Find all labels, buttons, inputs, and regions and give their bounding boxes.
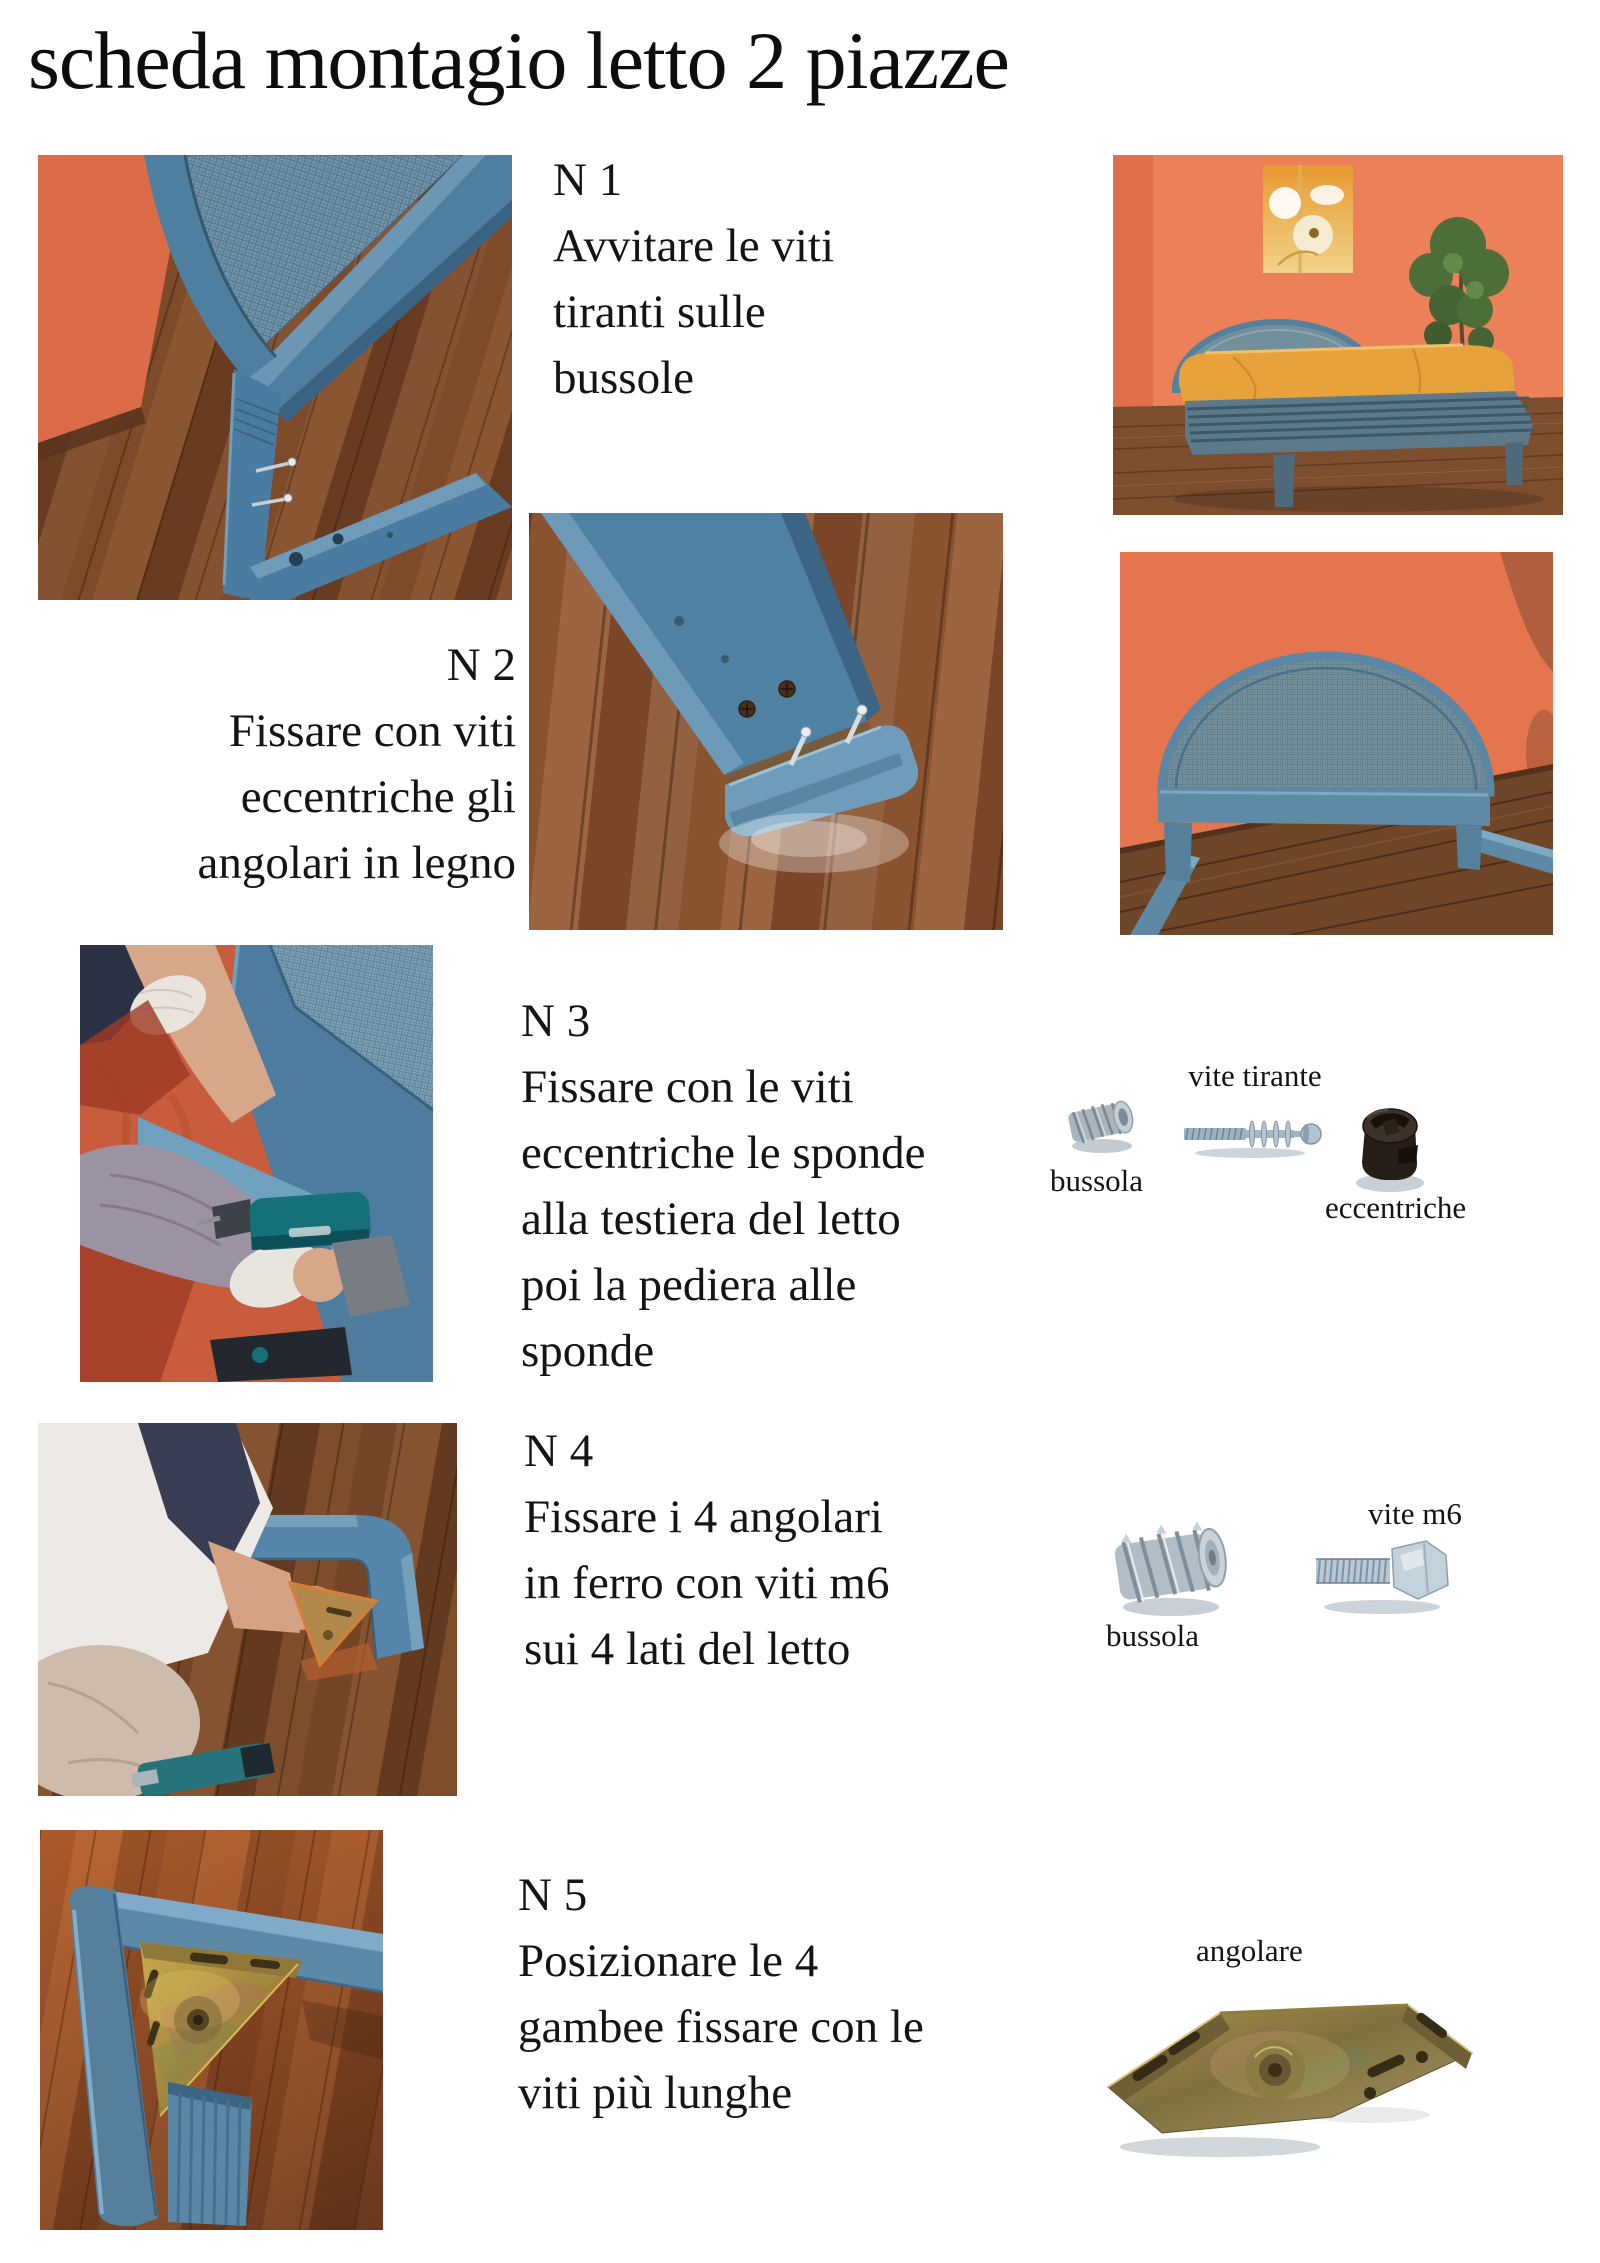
step-4-text — [524, 1418, 889, 1682]
label-bussola-1: bussola — [1050, 1163, 1143, 1198]
headboard-frame — [144, 155, 512, 423]
photo-drilling-art — [80, 945, 433, 1382]
label-bussola-2: bussola — [1106, 1618, 1199, 1653]
hw-bussola-small-image — [1060, 1088, 1150, 1158]
floor-glare — [719, 813, 909, 873]
step-5-text — [518, 1862, 924, 2126]
step-3-line: sponde — [521, 1325, 655, 1377]
photo-step2-rail-block — [529, 513, 1003, 930]
person — [38, 1423, 338, 1796]
photo-leg-art — [40, 1830, 383, 2230]
step-4-line: sui 4 lati del letto — [524, 1623, 851, 1675]
label-vite-tirante: vite tirante — [1188, 1058, 1322, 1093]
step-1-line: tiranti sulle — [553, 286, 766, 338]
photo-step3-drilling — [80, 945, 433, 1382]
hw-vite-tirante-image — [1180, 1108, 1325, 1160]
brass-bracket — [140, 1942, 302, 2116]
step-1-number: N 1 — [553, 154, 623, 206]
step-4-number: N 4 — [524, 1425, 594, 1477]
vite-m6-art — [1310, 1525, 1460, 1620]
step-2-text — [110, 632, 516, 896]
wall-artwork — [1263, 165, 1353, 273]
step-1-line: bussole — [553, 352, 694, 404]
step-3-line: eccentriche le sponde — [521, 1127, 926, 1179]
fluted-leg — [168, 2082, 252, 2226]
side-rail — [541, 513, 918, 836]
photo-headboard-rails — [1120, 552, 1553, 935]
photo-step1-headboard-corner — [38, 155, 512, 600]
step-3-line: alla testiera del letto — [521, 1193, 901, 1245]
angolare-art — [1070, 1965, 1490, 2165]
hw-angolare-image — [1070, 1965, 1490, 2165]
hw-eccentriche-image — [1340, 1090, 1440, 1195]
label-vite-m6: vite m6 — [1368, 1496, 1462, 1531]
eccentriche-body — [1362, 1109, 1418, 1180]
hw-vite-m6-image — [1310, 1525, 1460, 1620]
step-3-line: poi la pediera alle — [521, 1259, 857, 1311]
step-1-line: Avvitare le viti — [553, 220, 835, 272]
step-2-line: angolari in legno — [197, 837, 516, 889]
step-2-line: Fissare con viti — [228, 705, 516, 757]
step-3-number: N 3 — [521, 995, 591, 1047]
step-2-number: N 2 — [446, 639, 516, 691]
step-3-line: Fissare con le viti — [521, 1061, 854, 1113]
step-5-line: viti più lunghe — [518, 2067, 793, 2119]
hw-bussola-large-image — [1105, 1505, 1250, 1620]
photo-step5-leg-bracket — [40, 1830, 383, 2230]
step-5-line: gambee fissare con le — [518, 2001, 924, 2053]
eccentriche-art — [1340, 1090, 1440, 1195]
step-4-line: Fissare i 4 angolari — [524, 1491, 883, 1543]
photo-headboard-art — [1120, 552, 1553, 935]
bussola-small-art — [1060, 1088, 1150, 1158]
vite-tirante-body — [1184, 1121, 1321, 1147]
photo-assembled-bed — [1113, 155, 1563, 515]
photo-step1-art — [38, 155, 512, 600]
bussola-body — [1067, 1099, 1136, 1145]
iron-bracket — [290, 1583, 378, 1681]
bussola-large-art — [1105, 1505, 1250, 1620]
step-5-number: N 5 — [518, 1869, 588, 1921]
vite-m6-body — [1316, 1541, 1448, 1599]
photo-rail-art — [529, 513, 1003, 930]
step-1-text — [553, 147, 834, 411]
step-4-line: in ferro con viti m6 — [524, 1557, 890, 1609]
step-2-line: eccentriche gli — [240, 771, 516, 823]
label-eccentriche: eccentriche — [1325, 1190, 1467, 1225]
step-3-text — [521, 988, 926, 1384]
photo-bed-art — [1113, 155, 1563, 515]
photo-bracket-art — [38, 1423, 457, 1796]
bussola-large-body — [1112, 1516, 1230, 1604]
label-angolare: angolare — [1196, 1933, 1303, 1968]
page-title: scheda montagio letto 2 piazze — [28, 15, 1009, 106]
loose-rail — [250, 473, 512, 600]
photo-step4-corner-bracket — [38, 1423, 457, 1796]
step-5-line: Posizionare le 4 — [518, 1935, 819, 1987]
vite-tirante-art — [1180, 1108, 1325, 1160]
